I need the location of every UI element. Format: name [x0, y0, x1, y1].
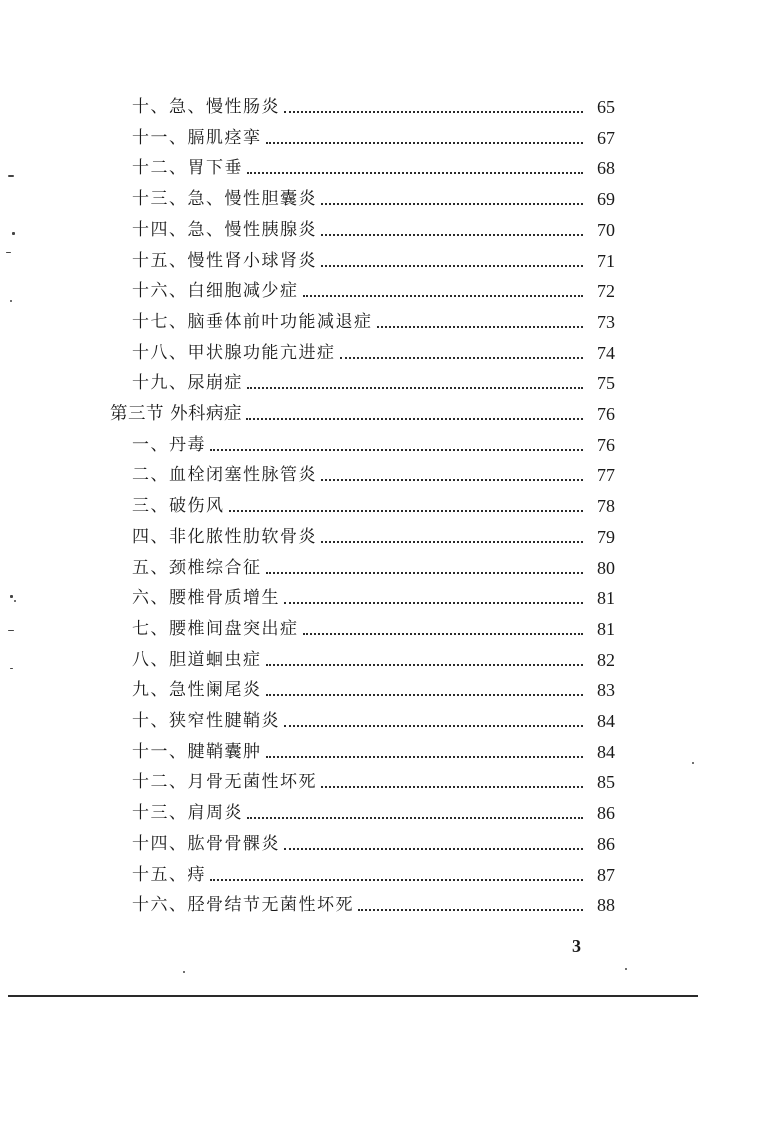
- toc-entry-label: 七、腰椎间盘突出症: [132, 618, 299, 639]
- toc-entry-label: 十、急、慢性肠炎: [132, 97, 280, 117]
- toc-entry-row: [132, 610, 615, 640]
- toc-entry-row: [132, 856, 615, 886]
- toc-entry-label: 十四、肱骨骨髁炎: [132, 833, 280, 854]
- toc-entry-label: 四、非化脓性肋软骨炎: [132, 526, 317, 547]
- toc-entry-row: [132, 794, 615, 824]
- toc-entry-label: 五、颈椎综合征: [132, 557, 262, 578]
- toc-dot-leader: [246, 403, 583, 425]
- scan-speck: [14, 600, 16, 602]
- scan-speck: [183, 971, 185, 973]
- toc-entry-label: 十七、脑垂体前叶功能减退症: [132, 311, 373, 332]
- toc-entry-label: 第三节 外科病症: [110, 404, 243, 424]
- toc-entry-label: 十九、尿崩症: [132, 373, 243, 394]
- toc-entry-label: 六、腰椎骨质增生: [132, 588, 280, 609]
- toc-entry-label: 十五、痔: [132, 864, 206, 885]
- toc-entry-label: 十三、急、慢性胆囊炎: [132, 189, 317, 210]
- toc-entry-row: [132, 272, 615, 302]
- toc-entry-page: 73: [597, 311, 615, 332]
- toc-entry-label: 十四、急、慢性胰腺炎: [132, 219, 317, 240]
- toc-entry-page: 83: [597, 680, 615, 701]
- toc-dot-leader: [266, 557, 584, 579]
- scan-speck: [10, 668, 13, 669]
- toc-entry-page: 72: [597, 281, 615, 302]
- toc-entry-page: 69: [597, 189, 615, 210]
- toc-entry-row: [132, 242, 615, 272]
- toc-entry-page: 76: [597, 434, 615, 455]
- toc-dot-leader: [266, 679, 584, 701]
- toc-entry-row: [132, 671, 615, 701]
- toc-entry-page: 77: [597, 465, 615, 486]
- toc-entry-row: [132, 549, 615, 579]
- toc-entry-page: 67: [597, 127, 615, 148]
- toc-entry-row: [132, 733, 615, 763]
- toc-entry-label: 八、胆道蛔虫症: [132, 649, 262, 670]
- toc-entry-page: 65: [597, 97, 615, 117]
- toc-entry-label: 九、急性阑尾炎: [132, 680, 262, 701]
- toc-dot-leader: [210, 864, 583, 886]
- toc-entry-row: [132, 518, 615, 548]
- toc-entry-label: 三、破伤风: [132, 496, 225, 517]
- toc-entry-label: 十二、月骨无菌性坏死: [132, 772, 317, 793]
- toc-entry-row: [132, 456, 615, 486]
- toc-dot-leader: [303, 618, 584, 640]
- toc-entry-row: [132, 303, 615, 333]
- toc-entry-label: 十二、胃下垂: [132, 158, 243, 179]
- toc-dot-leader: [321, 771, 583, 793]
- toc-entry-page: 68: [597, 158, 615, 179]
- toc-entry-page: 75: [597, 373, 615, 394]
- toc-dot-leader: [321, 188, 583, 210]
- toc-entry-page: 87: [597, 864, 615, 885]
- toc-dot-leader: [284, 710, 583, 732]
- toc-entry-page: 74: [597, 342, 615, 363]
- scan-speck: [8, 630, 14, 631]
- toc-dot-leader: [266, 741, 584, 763]
- toc-entry-row: [132, 149, 615, 179]
- toc-dot-leader: [284, 96, 583, 118]
- scan-speck: [692, 762, 694, 764]
- scan-speck: [625, 968, 627, 970]
- toc-entry-page: 88: [597, 895, 615, 916]
- toc-dot-leader: [266, 649, 584, 671]
- toc-entry-page: 85: [597, 772, 615, 793]
- toc-entry-label: 十五、慢性肾小球肾炎: [132, 250, 317, 271]
- toc-entry-page: 80: [597, 557, 615, 578]
- toc-entry-page: 71: [597, 250, 615, 271]
- toc-dot-leader: [284, 833, 583, 855]
- toc-entry-label: 十一、腱鞘囊肿: [132, 741, 262, 762]
- toc-dot-leader: [266, 127, 584, 149]
- toc-entry-page: 76: [597, 404, 615, 424]
- toc-entry-label: 十八、甲状腺功能亢进症: [132, 342, 336, 363]
- toc-entry-label: 十一、膈肌痉挛: [132, 127, 262, 148]
- toc-dot-leader: [321, 250, 583, 272]
- toc-dot-leader: [284, 587, 583, 609]
- scan-speck: [8, 175, 14, 177]
- toc-dot-leader: [210, 434, 583, 456]
- toc-entry-page: 78: [597, 496, 615, 517]
- toc-entry-page: 81: [597, 588, 615, 609]
- toc-entry-page: 82: [597, 649, 615, 670]
- toc-entry-label: 十六、胫骨结节无菌性坏死: [132, 895, 354, 916]
- toc-entry-row: [132, 211, 615, 241]
- toc-entry-label: 十、狭窄性腱鞘炎: [132, 711, 280, 731]
- scan-speck: [10, 300, 12, 302]
- toc-entry-row: [132, 119, 615, 149]
- toc-entry-page: 84: [597, 711, 615, 731]
- toc-entry-page: 70: [597, 219, 615, 240]
- toc-dot-leader: [321, 219, 583, 241]
- toc-dot-leader: [377, 311, 584, 333]
- toc-dot-leader: [303, 280, 584, 302]
- toc-entry-row: [132, 88, 615, 118]
- toc-entry-row: [132, 702, 615, 732]
- toc-entry-row: [132, 825, 615, 855]
- toc-entry-row: [132, 426, 615, 456]
- toc-entry-row: [132, 334, 615, 364]
- toc-entry-row: [132, 180, 615, 210]
- toc-entry-row: [132, 364, 615, 394]
- toc-dot-leader: [321, 526, 583, 548]
- toc-dot-leader: [247, 802, 583, 824]
- toc-entry-row: [132, 886, 615, 916]
- toc-dot-leader: [229, 495, 584, 517]
- toc-entry-label: 二、血栓闭塞性脉管炎: [132, 465, 317, 486]
- toc-entry-page: 86: [597, 803, 615, 824]
- bottom-rule: [8, 995, 698, 997]
- toc-dot-leader: [358, 894, 583, 916]
- toc-entry-page: 84: [597, 741, 615, 762]
- toc-entry-row: [132, 763, 615, 793]
- scan-speck: [6, 252, 11, 253]
- toc-entry-label: 十六、白细胞减少症: [132, 281, 299, 302]
- toc-section-row: [110, 395, 615, 425]
- toc-dot-leader: [247, 157, 583, 179]
- toc-entry-page: 86: [597, 833, 615, 854]
- toc-dot-leader: [247, 372, 583, 394]
- toc-entry-row: [132, 641, 615, 671]
- toc-dot-leader: [321, 464, 583, 486]
- scan-speck: [10, 595, 13, 598]
- toc-entry-row: [132, 487, 615, 517]
- toc-entry-label: 一、丹毒: [132, 434, 206, 455]
- toc-dot-leader: [340, 342, 584, 364]
- toc-entry-page: 79: [597, 526, 615, 547]
- scan-speck: [12, 232, 15, 235]
- toc-entry-row: [132, 579, 615, 609]
- page-number: 3: [572, 936, 581, 956]
- toc-entry-label: 十三、肩周炎: [132, 803, 243, 824]
- toc-entry-page: 81: [597, 618, 615, 639]
